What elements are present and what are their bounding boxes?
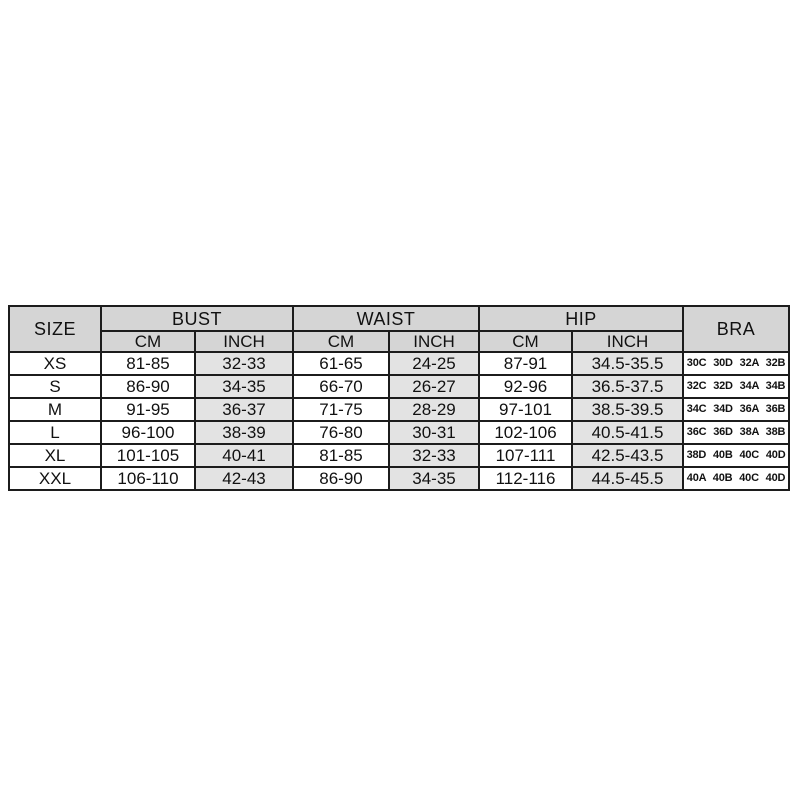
hip-inch-cell: 42.5-43.5 <box>572 444 683 467</box>
hip-cm-cell: 112-116 <box>479 467 572 490</box>
bust-inch-cell: 32-33 <box>195 352 293 375</box>
bust-cm-cell: 106-110 <box>101 467 195 490</box>
waist-cm-cell: 66-70 <box>293 375 389 398</box>
unit-header-row <box>9 331 789 352</box>
size-cell: XXL <box>9 467 101 490</box>
hip-group-header: HIP <box>479 306 683 331</box>
waist-cm-cell: 86-90 <box>293 467 389 490</box>
bust-inch-cell: 36-37 <box>195 398 293 421</box>
waist-group-header: WAIST <box>293 306 479 331</box>
size-cell: M <box>9 398 101 421</box>
table-row-l <box>9 421 789 444</box>
size-cell: XL <box>9 444 101 467</box>
waist-inch-cell: 32-33 <box>389 444 479 467</box>
waist-inch-cell: 34-35 <box>389 467 479 490</box>
bust-cm-cell: 91-95 <box>101 398 195 421</box>
table-row-s <box>9 375 789 398</box>
bust-inch-cell: 40-41 <box>195 444 293 467</box>
table-row-xxl <box>9 467 789 490</box>
bra-cell: 30C 30D 32A 32B <box>683 352 789 375</box>
size-cell: L <box>9 421 101 444</box>
waist-inch-cell: 24-25 <box>389 352 479 375</box>
hip-inch-cell: 34.5-35.5 <box>572 352 683 375</box>
bra-cell: 34C 34D 36A 36B <box>683 398 789 421</box>
hip-inch-cell: 44.5-45.5 <box>572 467 683 490</box>
bust-cm-cell: 101-105 <box>101 444 195 467</box>
bust-cm-cell: 96-100 <box>101 421 195 444</box>
hip-inch-unit-header: INCH <box>572 331 683 352</box>
waist-inch-cell: 30-31 <box>389 421 479 444</box>
hip-cm-cell: 97-101 <box>479 398 572 421</box>
waist-cm-cell: 71-75 <box>293 398 389 421</box>
waist-cm-cell: 61-65 <box>293 352 389 375</box>
hip-cm-cell: 92-96 <box>479 375 572 398</box>
hip-inch-cell: 40.5-41.5 <box>572 421 683 444</box>
size-chart-table <box>8 305 790 491</box>
bust-group-header: BUST <box>101 306 293 331</box>
size-cell: S <box>9 375 101 398</box>
size-column-header: SIZE <box>9 306 101 352</box>
bra-cell: 36C 36D 38A 38B <box>683 421 789 444</box>
bust-inch-cell: 34-35 <box>195 375 293 398</box>
hip-cm-cell: 102-106 <box>479 421 572 444</box>
waist-inch-cell: 28-29 <box>389 398 479 421</box>
hip-inch-cell: 38.5-39.5 <box>572 398 683 421</box>
bra-cell: 40A 40B 40C 40D <box>683 467 789 490</box>
bust-cm-cell: 81-85 <box>101 352 195 375</box>
waist-inch-unit-header: INCH <box>389 331 479 352</box>
bust-cm-unit-header: CM <box>101 331 195 352</box>
bra-cell: 32C 32D 34A 34B <box>683 375 789 398</box>
bust-inch-cell: 38-39 <box>195 421 293 444</box>
hip-inch-cell: 36.5-37.5 <box>572 375 683 398</box>
table-row-m <box>9 398 789 421</box>
waist-cm-unit-header: CM <box>293 331 389 352</box>
bra-cell: 38D 40B 40C 40D <box>683 444 789 467</box>
hip-cm-unit-header: CM <box>479 331 572 352</box>
table-row-xl <box>9 444 789 467</box>
table-row-xs <box>9 352 789 375</box>
bust-inch-cell: 42-43 <box>195 467 293 490</box>
bust-cm-cell: 86-90 <box>101 375 195 398</box>
waist-inch-cell: 26-27 <box>389 375 479 398</box>
waist-cm-cell: 76-80 <box>293 421 389 444</box>
size-cell: XS <box>9 352 101 375</box>
group-header-row <box>9 306 789 331</box>
hip-cm-cell: 87-91 <box>479 352 572 375</box>
bra-column-header: BRA <box>683 306 789 352</box>
waist-cm-cell: 81-85 <box>293 444 389 467</box>
hip-cm-cell: 107-111 <box>479 444 572 467</box>
bust-inch-unit-header: INCH <box>195 331 293 352</box>
